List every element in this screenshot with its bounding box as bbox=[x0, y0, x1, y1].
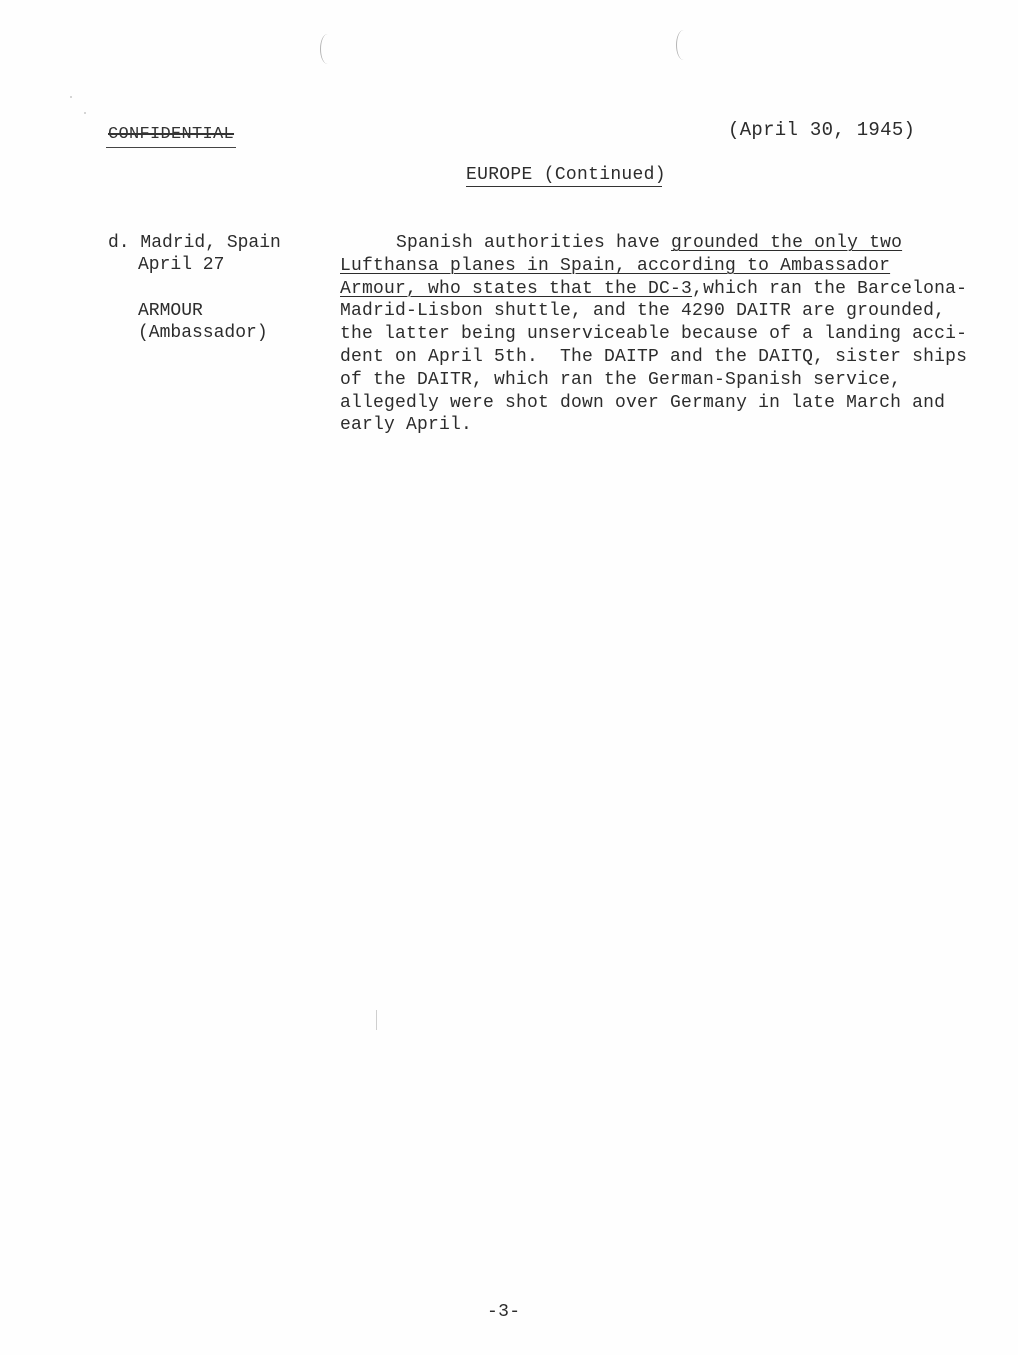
underlined-phrase: grounded the only two bbox=[671, 233, 903, 253]
entry-source-name: ARMOUR bbox=[138, 301, 203, 321]
hole-punch-mark bbox=[320, 34, 335, 64]
document-date: (April 30, 1945) bbox=[728, 119, 916, 141]
underlined-phrase: Armour, who states that the DC-3 bbox=[340, 278, 693, 299]
underlined-phrase: Lufthansa planes in Spain, according to Ambassador bbox=[340, 255, 891, 276]
paper-speck bbox=[84, 112, 86, 114]
classification-stamp: CONFIDENTIAL bbox=[108, 125, 235, 144]
entry-source-title: (Ambassador) bbox=[138, 323, 268, 343]
body-line: the latter being unserviceable because of a landing acci- bbox=[340, 324, 968, 345]
section-title: EUROPE (Continued) bbox=[466, 165, 666, 185]
hole-punch-mark bbox=[676, 30, 691, 60]
paper-crease bbox=[376, 1010, 377, 1030]
body-line bbox=[340, 255, 960, 278]
paper-speck bbox=[70, 96, 72, 98]
entry-location: d. Madrid, Spain bbox=[108, 233, 281, 253]
body-line: Armour, who states that the DC-3,which ran the Barcelona- bbox=[340, 278, 968, 299]
entry-sidebar bbox=[108, 232, 308, 344]
entry-date: April 27 bbox=[138, 255, 225, 275]
body-line: early April. bbox=[340, 415, 473, 436]
classification-underline bbox=[106, 147, 236, 148]
body-line: Spanish authorities have grounded the only two bbox=[396, 233, 903, 253]
section-title-underline bbox=[466, 186, 662, 187]
entry-body bbox=[340, 232, 968, 437]
body-line: allegedly were shot down over Germany in late March and bbox=[340, 392, 946, 413]
body-line: of the DAITR, which ran the German-Spanish service, bbox=[340, 369, 902, 390]
page-number: -3- bbox=[487, 1302, 521, 1322]
body-line: dent on April 5th. The DAITP and the DAITQ, sister ships bbox=[340, 346, 968, 367]
body-line: Madrid-Lisbon shuttle, and the 4290 DAITR are grounded, bbox=[340, 301, 946, 322]
